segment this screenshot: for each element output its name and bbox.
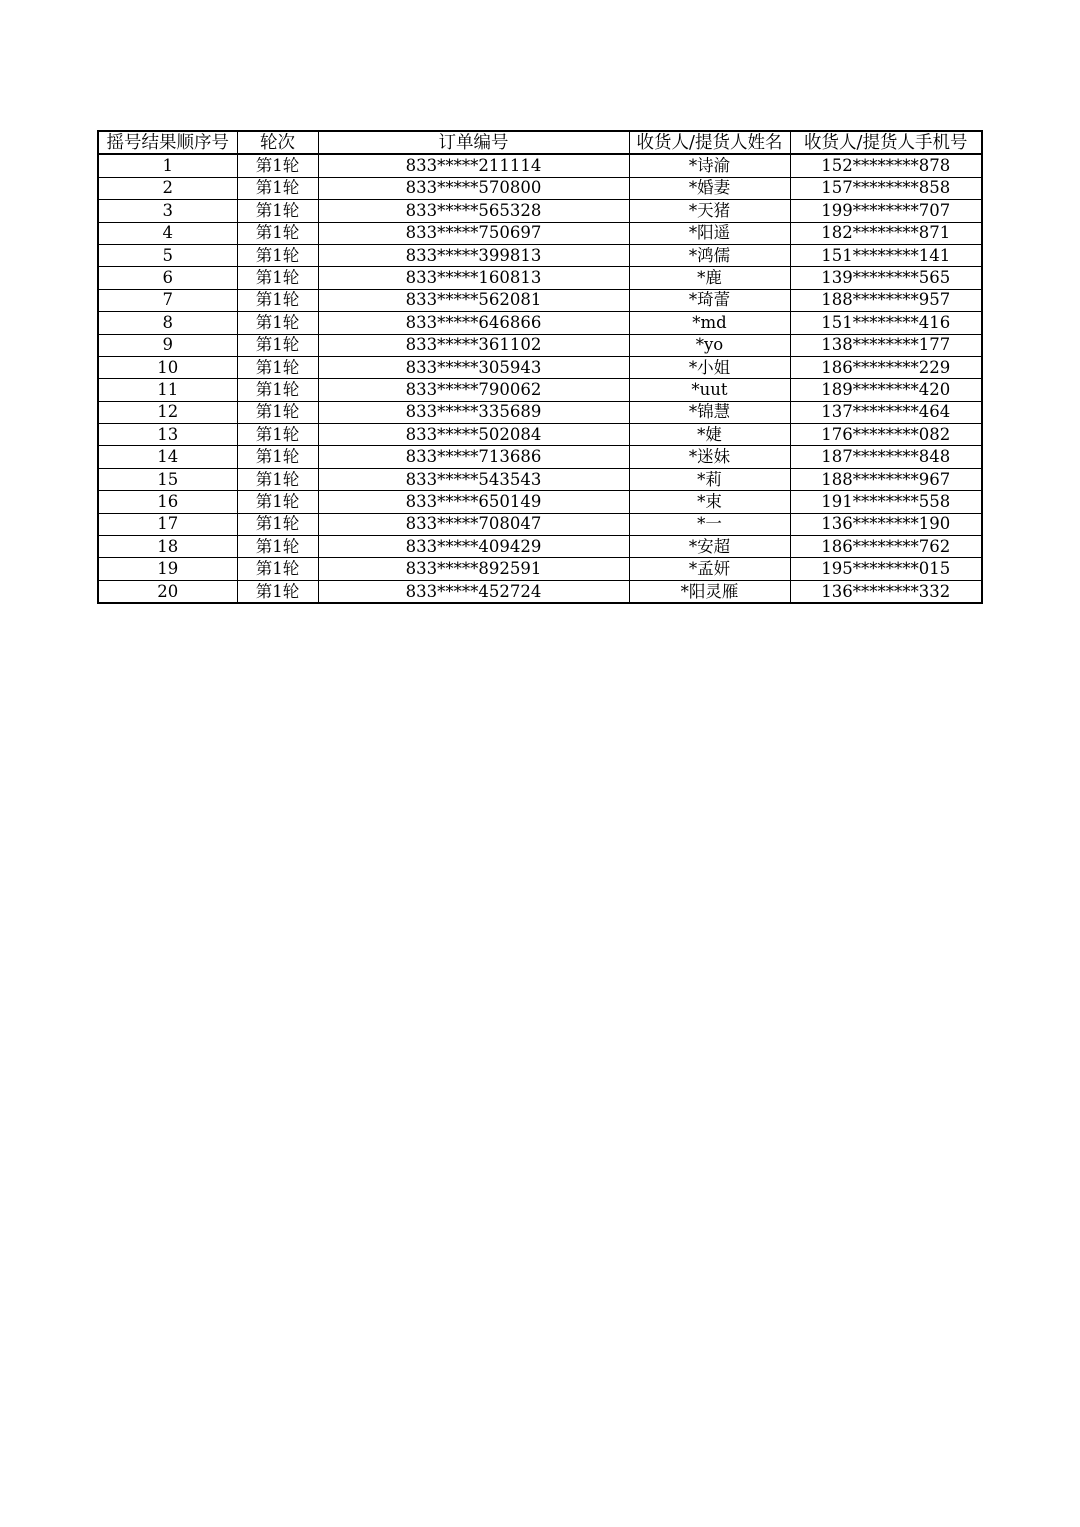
table-row (98, 222, 982, 244)
cell-recipient-name: *迷妹 (629, 446, 790, 468)
table-row (98, 312, 982, 334)
cell-recipient-name: *鸿儒 (629, 244, 790, 266)
cell-recipient-name: *莉 (629, 468, 790, 490)
cell-sequence-number: 5 (98, 244, 237, 266)
cell-order-number: 833*****646866 (318, 312, 629, 334)
cell-recipient-name: *孟妍 (629, 558, 790, 580)
table-row (98, 580, 982, 603)
cell-order-number: 833*****892591 (318, 558, 629, 580)
cell-recipient-name: *束 (629, 491, 790, 513)
cell-recipient-phone: 136********332 (790, 580, 982, 603)
cell-recipient-name: *琦蕾 (629, 289, 790, 311)
cell-sequence-number: 11 (98, 379, 237, 401)
cell-recipient-name: *天猪 (629, 200, 790, 222)
cell-round: 第1轮 (237, 222, 318, 244)
cell-order-number: 833*****750697 (318, 222, 629, 244)
cell-sequence-number: 19 (98, 558, 237, 580)
cell-order-number: 833*****708047 (318, 513, 629, 535)
header-recipient-name: 收货人/提货人姓名 (629, 131, 790, 154)
cell-sequence-number: 4 (98, 222, 237, 244)
cell-recipient-phone: 188********957 (790, 289, 982, 311)
table-row (98, 154, 982, 177)
cell-recipient-phone: 157********858 (790, 177, 982, 199)
cell-round: 第1轮 (237, 536, 318, 558)
header-round: 轮次 (237, 131, 318, 154)
cell-round: 第1轮 (237, 244, 318, 266)
cell-recipient-name: *阳灵雁 (629, 580, 790, 603)
cell-sequence-number: 6 (98, 267, 237, 289)
cell-recipient-phone: 137********464 (790, 401, 982, 423)
cell-recipient-name: *一 (629, 513, 790, 535)
cell-sequence-number: 13 (98, 424, 237, 446)
cell-sequence-number: 3 (98, 200, 237, 222)
cell-recipient-name: *婚妻 (629, 177, 790, 199)
cell-recipient-name: *uut (629, 379, 790, 401)
cell-sequence-number: 7 (98, 289, 237, 311)
cell-recipient-phone: 188********967 (790, 468, 982, 490)
cell-recipient-phone: 136********190 (790, 513, 982, 535)
cell-recipient-phone: 189********420 (790, 379, 982, 401)
cell-recipient-name: *锦慧 (629, 401, 790, 423)
table-row (98, 177, 982, 199)
cell-sequence-number: 15 (98, 468, 237, 490)
cell-round: 第1轮 (237, 401, 318, 423)
table-row (98, 424, 982, 446)
cell-recipient-phone: 186********229 (790, 356, 982, 378)
cell-round: 第1轮 (237, 379, 318, 401)
cell-recipient-phone: 199********707 (790, 200, 982, 222)
cell-sequence-number: 10 (98, 356, 237, 378)
cell-order-number: 833*****361102 (318, 334, 629, 356)
cell-recipient-name: *yo (629, 334, 790, 356)
table-row (98, 491, 982, 513)
cell-order-number: 833*****335689 (318, 401, 629, 423)
cell-sequence-number: 20 (98, 580, 237, 603)
cell-recipient-phone: 176********082 (790, 424, 982, 446)
cell-recipient-name: *md (629, 312, 790, 334)
cell-round: 第1轮 (237, 356, 318, 378)
table-row (98, 513, 982, 535)
cell-recipient-phone: 187********848 (790, 446, 982, 468)
table-row (98, 446, 982, 468)
cell-order-number: 833*****160813 (318, 267, 629, 289)
table-row (98, 267, 982, 289)
cell-sequence-number: 17 (98, 513, 237, 535)
cell-order-number: 833*****452724 (318, 580, 629, 603)
cell-round: 第1轮 (237, 580, 318, 603)
table-row (98, 536, 982, 558)
table-body (98, 154, 982, 603)
table-row (98, 558, 982, 580)
lottery-result-table (97, 130, 983, 604)
table-row (98, 401, 982, 423)
header-order-number: 订单编号 (318, 131, 629, 154)
cell-recipient-phone: 152********878 (790, 154, 982, 177)
cell-order-number: 833*****713686 (318, 446, 629, 468)
cell-recipient-phone: 182********871 (790, 222, 982, 244)
cell-order-number: 833*****570800 (318, 177, 629, 199)
cell-round: 第1轮 (237, 334, 318, 356)
cell-round: 第1轮 (237, 154, 318, 177)
cell-sequence-number: 9 (98, 334, 237, 356)
cell-order-number: 833*****211114 (318, 154, 629, 177)
cell-round: 第1轮 (237, 289, 318, 311)
cell-recipient-name: *小姐 (629, 356, 790, 378)
cell-round: 第1轮 (237, 513, 318, 535)
table-row (98, 379, 982, 401)
table-row (98, 244, 982, 266)
cell-order-number: 833*****399813 (318, 244, 629, 266)
table-row (98, 356, 982, 378)
table-row (98, 334, 982, 356)
cell-order-number: 833*****409429 (318, 536, 629, 558)
cell-sequence-number: 1 (98, 154, 237, 177)
cell-recipient-name: *安超 (629, 536, 790, 558)
cell-sequence-number: 8 (98, 312, 237, 334)
cell-round: 第1轮 (237, 267, 318, 289)
cell-order-number: 833*****790062 (318, 379, 629, 401)
cell-recipient-name: *婕 (629, 424, 790, 446)
cell-round: 第1轮 (237, 177, 318, 199)
cell-recipient-phone: 151********141 (790, 244, 982, 266)
cell-sequence-number: 16 (98, 491, 237, 513)
cell-round: 第1轮 (237, 558, 318, 580)
cell-round: 第1轮 (237, 424, 318, 446)
table-header-row (98, 131, 982, 154)
cell-recipient-phone: 151********416 (790, 312, 982, 334)
cell-sequence-number: 2 (98, 177, 237, 199)
cell-recipient-phone: 139********565 (790, 267, 982, 289)
cell-sequence-number: 18 (98, 536, 237, 558)
cell-recipient-phone: 195********015 (790, 558, 982, 580)
table-row (98, 200, 982, 222)
cell-recipient-name: *诗渝 (629, 154, 790, 177)
cell-recipient-name: *阳遥 (629, 222, 790, 244)
cell-recipient-phone: 191********558 (790, 491, 982, 513)
cell-recipient-name: *鹿 (629, 267, 790, 289)
table-row (98, 289, 982, 311)
cell-order-number: 833*****305943 (318, 356, 629, 378)
cell-round: 第1轮 (237, 468, 318, 490)
cell-round: 第1轮 (237, 312, 318, 334)
cell-order-number: 833*****562081 (318, 289, 629, 311)
cell-order-number: 833*****565328 (318, 200, 629, 222)
cell-sequence-number: 12 (98, 401, 237, 423)
cell-recipient-phone: 186********762 (790, 536, 982, 558)
cell-order-number: 833*****543543 (318, 468, 629, 490)
cell-order-number: 833*****502084 (318, 424, 629, 446)
header-sequence-number: 摇号结果顺序号 (98, 131, 237, 154)
header-recipient-phone: 收货人/提货人手机号 (790, 131, 982, 154)
cell-round: 第1轮 (237, 200, 318, 222)
cell-order-number: 833*****650149 (318, 491, 629, 513)
cell-recipient-phone: 138********177 (790, 334, 982, 356)
cell-round: 第1轮 (237, 491, 318, 513)
cell-round: 第1轮 (237, 446, 318, 468)
table-row (98, 468, 982, 490)
cell-sequence-number: 14 (98, 446, 237, 468)
